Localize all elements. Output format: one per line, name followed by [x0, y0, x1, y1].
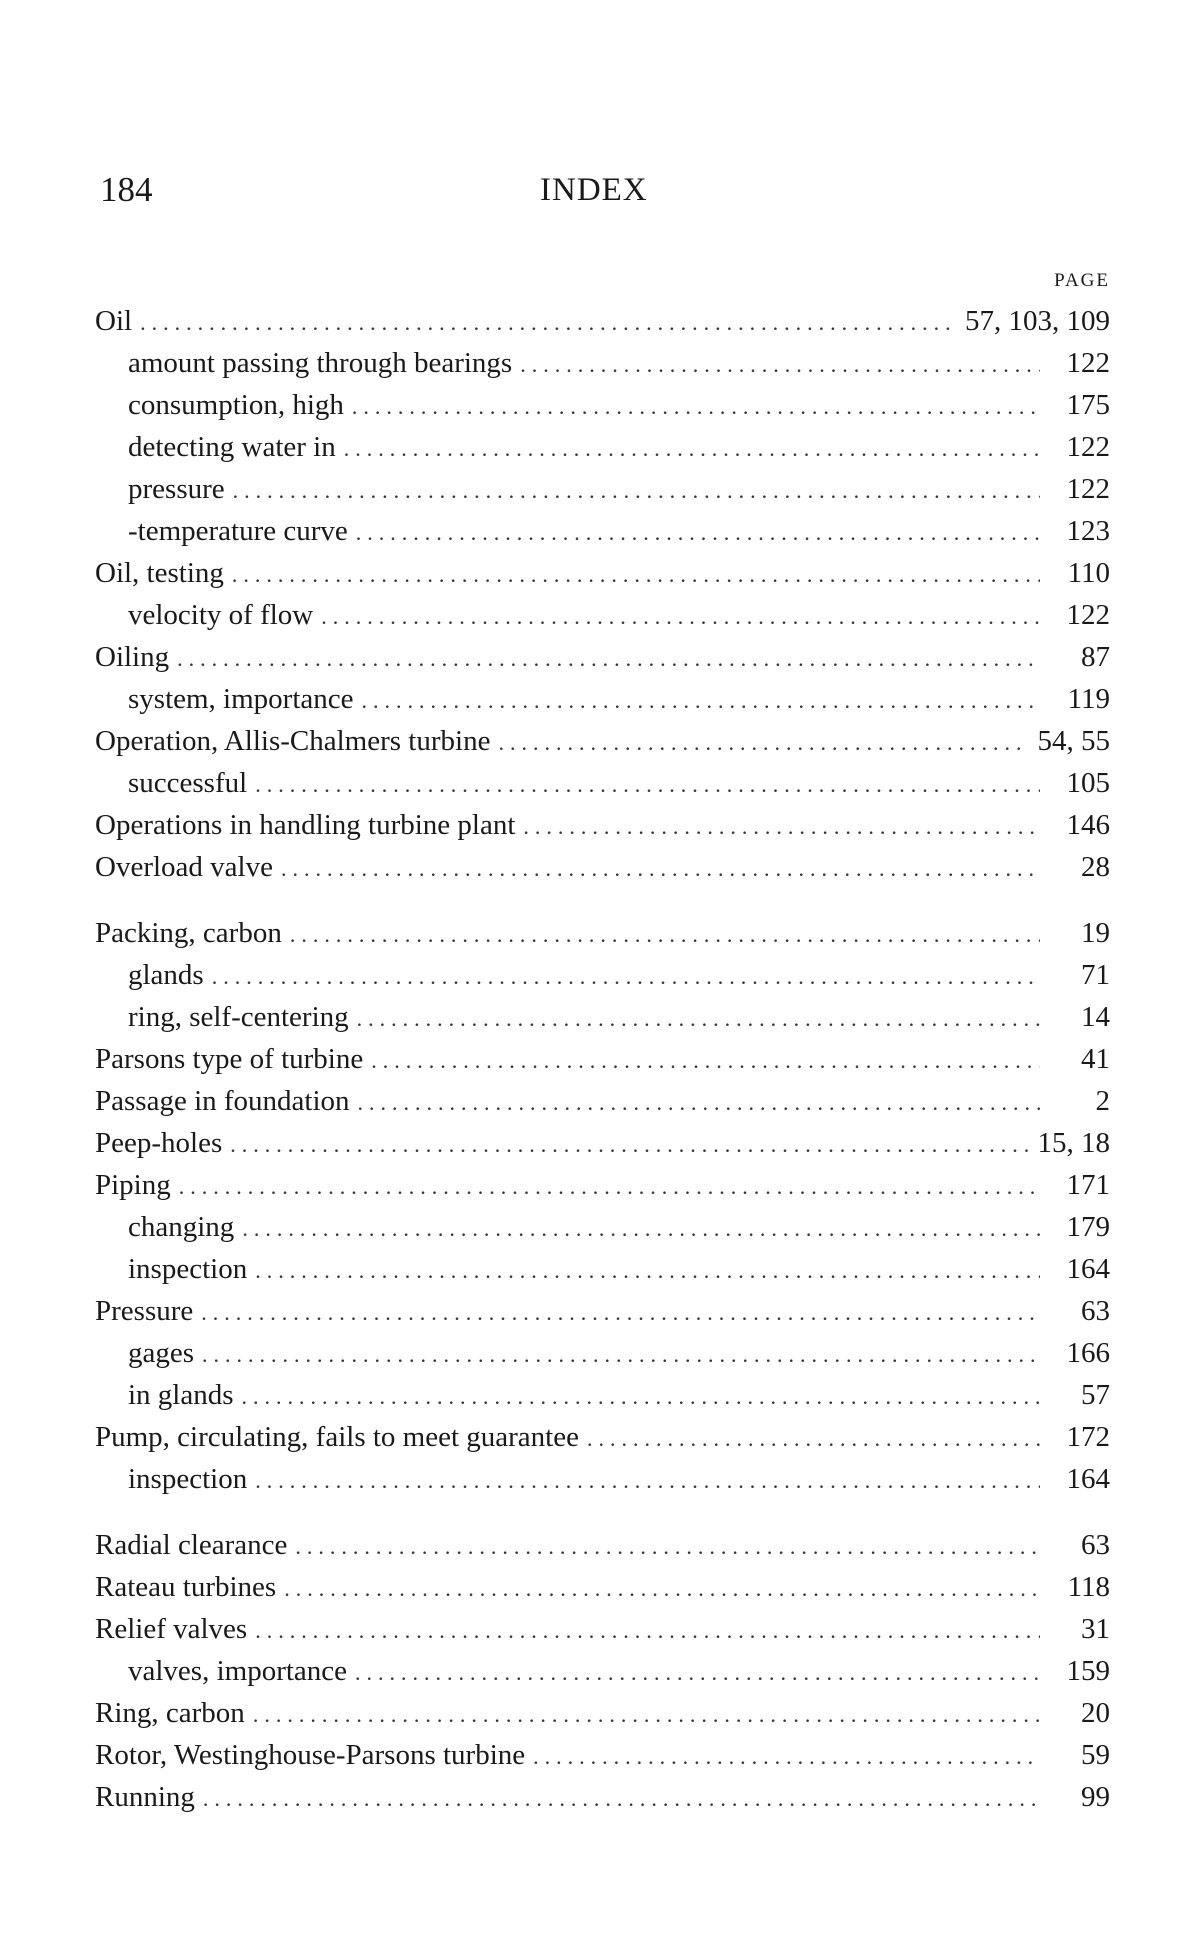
entry-label: in glands: [128, 1379, 234, 1411]
dot-leader: [202, 1334, 1040, 1376]
dot-leader: [498, 722, 1027, 764]
entry-page-ref: 20: [1081, 1697, 1110, 1729]
entry-page-ref: 63: [1081, 1529, 1110, 1561]
entry-label: successful: [128, 767, 248, 799]
dot-leader: [201, 1292, 1040, 1334]
entry-page-ref: 122: [1066, 473, 1110, 505]
dot-leader: [284, 1568, 1040, 1610]
entry-page-ref: 19: [1081, 917, 1110, 949]
index-entry: [95, 912, 1110, 954]
entry-page-ref: 122: [1066, 431, 1110, 463]
entry-page-ref: 122: [1066, 347, 1110, 379]
entry-page-ref: 57, 103, 109: [965, 305, 1110, 337]
index-subentry: [95, 1458, 1110, 1500]
dot-leader: [357, 998, 1040, 1040]
index-subentry: [95, 1374, 1110, 1416]
entry-label: Oiling: [95, 641, 170, 673]
index-entry: [95, 300, 1110, 342]
dot-leader: [253, 1694, 1040, 1736]
entry-page-ref: 87: [1081, 641, 1110, 673]
entry-label: changing: [128, 1211, 235, 1243]
page-number: 184: [100, 170, 153, 209]
entry-page-ref: 175: [1066, 389, 1110, 421]
index-entry: [95, 720, 1110, 762]
index-subentry: [95, 1650, 1110, 1692]
entry-page-ref: 41: [1081, 1043, 1110, 1075]
dot-leader: [362, 680, 1040, 722]
dot-leader: [321, 596, 1040, 638]
dot-leader: [587, 1418, 1040, 1460]
entry-label: Oil, testing: [95, 557, 224, 589]
entry-page-ref: 119: [1067, 683, 1110, 715]
entry-page-ref: 15, 18: [1037, 1127, 1110, 1159]
dot-leader: [281, 848, 1040, 890]
entry-label: gages: [128, 1337, 195, 1369]
index-entry: [95, 1524, 1110, 1566]
page-title: INDEX: [540, 172, 648, 208]
entry-label: pressure: [128, 473, 225, 505]
entry-label: Running: [95, 1781, 195, 1813]
index-entry: [95, 1566, 1110, 1608]
dot-leader: [140, 302, 955, 344]
entry-label: amount passing through bearings: [128, 347, 513, 379]
entry-label: Relief valves: [95, 1613, 248, 1645]
dot-leader: [355, 1652, 1040, 1694]
index-subentry: [95, 426, 1110, 468]
entry-page-ref: 59: [1081, 1739, 1110, 1771]
index-group: [95, 1524, 1110, 1818]
dot-leader: [255, 1610, 1040, 1652]
entry-label: Ring, carbon: [95, 1697, 245, 1729]
entry-label: inspection: [128, 1253, 248, 1285]
dot-leader: [255, 1250, 1040, 1292]
entry-page-ref: 54, 55: [1037, 725, 1110, 757]
dot-leader: [233, 470, 1040, 512]
index-entry: [95, 1608, 1110, 1650]
dot-leader: [520, 344, 1040, 386]
entry-page-ref: 63: [1081, 1295, 1110, 1327]
dot-leader: [356, 512, 1040, 554]
dot-leader: [230, 1124, 1027, 1166]
dot-leader: [352, 386, 1040, 428]
entry-page-ref: 172: [1066, 1421, 1110, 1453]
dot-leader: [177, 638, 1040, 680]
index-subentry: [95, 762, 1110, 804]
index-entry: [95, 552, 1110, 594]
dot-leader: [533, 1736, 1040, 1778]
index-subentry: [95, 1206, 1110, 1248]
entry-label: Overload valve: [95, 851, 273, 883]
index-entry: [95, 1122, 1110, 1164]
entry-label: Operation, Allis-Chalmers turbine: [95, 725, 491, 757]
index-entry: [95, 1734, 1110, 1776]
entry-page-ref: 31: [1081, 1613, 1110, 1645]
entry-page-ref: 2: [1095, 1085, 1110, 1117]
entry-label: Radial clearance: [95, 1529, 288, 1561]
dot-leader: [290, 914, 1040, 956]
entry-page-ref: 99: [1081, 1781, 1110, 1813]
entry-label: Passage in foundation: [95, 1085, 350, 1117]
entry-page-ref: 166: [1066, 1337, 1110, 1369]
index-entry: [95, 1776, 1110, 1818]
entry-label: valves, importance: [128, 1655, 348, 1687]
dot-leader: [212, 956, 1040, 998]
entry-page-ref: 14: [1081, 1001, 1110, 1033]
entry-page-ref: 146: [1066, 809, 1110, 841]
dot-leader: [242, 1208, 1040, 1250]
index-subentry: [95, 342, 1110, 384]
dot-leader: [255, 764, 1040, 806]
entry-label: Peep-holes: [95, 1127, 223, 1159]
entry-label: detecting water in: [128, 431, 336, 463]
entry-label: Rateau turbines: [95, 1571, 277, 1603]
index-subentry: [95, 594, 1110, 636]
entry-label: Oil: [95, 305, 133, 337]
entry-label: Rotor, Westinghouse-Parsons turbine: [95, 1739, 526, 1771]
index-subentry: [95, 678, 1110, 720]
index-entry: [95, 1164, 1110, 1206]
entry-label: -temperature curve: [128, 515, 348, 547]
index-entry: [95, 1080, 1110, 1122]
entry-page-ref: 123: [1066, 515, 1110, 547]
dot-leader: [523, 806, 1040, 848]
entry-page-ref: 171: [1066, 1169, 1110, 1201]
entry-label: velocity of flow: [128, 599, 314, 631]
page-header: [0, 170, 1195, 220]
dot-leader: [344, 428, 1040, 470]
entry-page-ref: 57: [1081, 1379, 1110, 1411]
entry-label: system, importance: [128, 683, 354, 715]
dot-leader: [203, 1778, 1040, 1820]
entry-page-ref: 179: [1066, 1211, 1110, 1243]
dot-leader: [295, 1526, 1040, 1568]
index-entry: [95, 1290, 1110, 1332]
index-entry: [95, 1416, 1110, 1458]
entry-page-ref: 105: [1066, 767, 1110, 799]
index-subentry: [95, 1248, 1110, 1290]
entry-label: Parsons type of turbine: [95, 1043, 364, 1075]
index-entry: [95, 1692, 1110, 1734]
index-subentry: [95, 996, 1110, 1038]
entry-label: Pressure: [95, 1295, 194, 1327]
index-subentry: [95, 384, 1110, 426]
entry-label: ring, self-centering: [128, 1001, 349, 1033]
index-subentry: [95, 510, 1110, 552]
entry-label: glands: [128, 959, 204, 991]
entry-page-ref: 71: [1081, 959, 1110, 991]
index-group: [95, 912, 1110, 1500]
index-group: [95, 300, 1110, 888]
index-entry: [95, 846, 1110, 888]
index-entry: [95, 1038, 1110, 1080]
entry-label: Piping: [95, 1169, 171, 1201]
entry-page-ref: 122: [1066, 599, 1110, 631]
dot-leader: [179, 1166, 1040, 1208]
index-subentry: [95, 954, 1110, 996]
entry-label: consumption, high: [128, 389, 344, 421]
dot-leader: [232, 554, 1040, 596]
entry-label: inspection: [128, 1463, 248, 1495]
dot-leader: [242, 1376, 1040, 1418]
entry-page-ref: 118: [1067, 1571, 1110, 1603]
index-subentry: [95, 468, 1110, 510]
entry-page-ref: 28: [1081, 851, 1110, 883]
dot-leader: [255, 1460, 1040, 1502]
page-column-label: PAGE: [1054, 270, 1110, 291]
entry-page-ref: 159: [1066, 1655, 1110, 1687]
entry-label: Pump, circulating, fails to meet guarantee: [95, 1421, 579, 1453]
dot-leader: [371, 1040, 1040, 1082]
entry-label: Operations in handling turbine plant: [95, 809, 516, 841]
index-entry: [95, 804, 1110, 846]
entry-page-ref: 164: [1066, 1253, 1110, 1285]
entry-page-ref: 164: [1066, 1463, 1110, 1495]
entry-page-ref: 110: [1067, 557, 1110, 589]
dot-leader: [358, 1082, 1040, 1124]
index-entry: [95, 636, 1110, 678]
index-list: [95, 300, 1110, 1842]
entry-label: Packing, carbon: [95, 917, 282, 949]
index-subentry: [95, 1332, 1110, 1374]
